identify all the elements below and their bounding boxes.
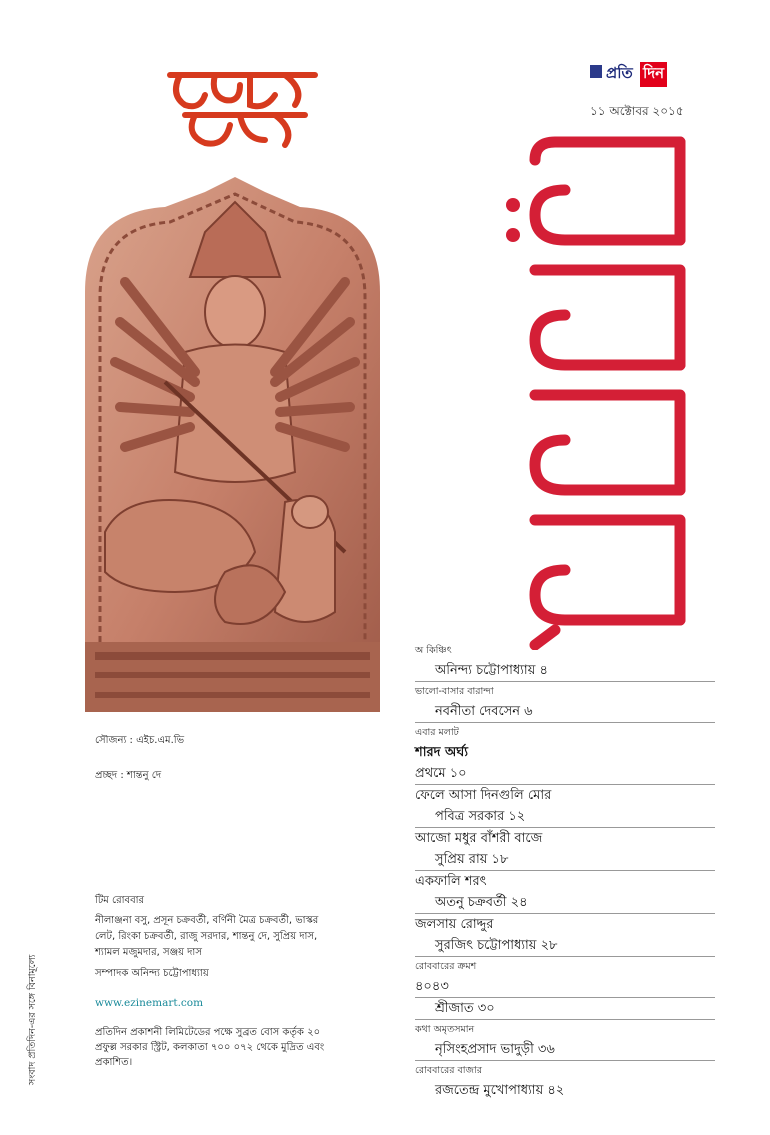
toc-entry-author: সুরজিৎ চট্টোপাধ্যায় ২৮ xyxy=(435,938,558,953)
durga-sculpture-image xyxy=(65,172,400,714)
cover-artist-credit: প্রচ্ছদ : শান্তনু দে xyxy=(95,770,162,781)
side-note: সংবাদ প্রতিদিন-এর সঙ্গে বিনামূল্যে xyxy=(27,954,38,1085)
editor-line: সম্পাদক অনিন্দ্য চট্টোপাধ্যায় xyxy=(95,968,209,979)
masthead-letterforms xyxy=(495,130,735,650)
toc-section-label: কথা অমৃতসমান xyxy=(415,1024,475,1035)
toc-entry-author: পবিত্র সরকার ১২ xyxy=(435,809,526,824)
brand-name-part1: প্রতি xyxy=(606,64,633,82)
issue-logo xyxy=(155,65,330,150)
toc-section-label: রোববারের বাজার xyxy=(415,1065,482,1076)
issue-logo-calligraphy xyxy=(155,65,330,150)
toc-entry-title[interactable]: একফালি শরৎ xyxy=(415,874,487,889)
brand-mark-icon xyxy=(590,65,602,78)
toc-entry-author: সুপ্রিয় রায় ১৮ xyxy=(435,852,509,867)
toc-section-label: ভালো-বাসার বারান্দা xyxy=(415,686,494,697)
team-heading: টিম রোববার xyxy=(95,895,145,906)
toc-entry[interactable]: অনিন্দ্য চট্টোপাধ্যায় ৪ xyxy=(435,663,548,678)
publisher-info: প্রতিদিন প্রকাশনী লিমিটেডের পক্ষে সুব্রত বোস কর্তৃক ২০ প্রফুল্ল সরকার স্ট্রিট, কলকাতা ৭০০ ০৭২ থেকে মুদ্রিত এবং প্রকাশিত। xyxy=(95,1027,325,1068)
brand-name-part2: দিন xyxy=(640,62,667,87)
website-link[interactable]: www.ezinemart.com xyxy=(95,997,204,1009)
image-credit: সৌজন্য : এইচ.এম.ভি xyxy=(95,735,185,746)
toc-entry[interactable]: প্রথমে ১০ xyxy=(415,766,467,781)
masthead xyxy=(495,130,735,650)
toc-entry[interactable]: নবনীতা দেবসেন ৬ xyxy=(435,704,533,719)
toc-entry-author: শ্রীজাত ৩০ xyxy=(435,1001,495,1016)
issue-date: ১১ অক্টোবর ২০১৫ xyxy=(590,104,684,118)
toc-entry-title[interactable]: ৪০৪৩ xyxy=(415,979,449,994)
toc-section-label: এবার মলাট xyxy=(415,727,459,738)
toc-section-label: অ কিঞ্চিৎ xyxy=(415,645,452,656)
toc-entry-title[interactable]: আজো মধুর বাঁশরী বাজে xyxy=(415,831,543,846)
brand-logo xyxy=(590,62,678,82)
toc-entry[interactable]: রজতেন্দ্র মুখোপাধ্যায় ৪২ xyxy=(435,1083,565,1098)
toc-feature-title[interactable]: শারদ অর্ঘ্য xyxy=(415,745,469,760)
toc-entry-title[interactable]: ফেলে আসা দিনগুলি মোর xyxy=(415,788,552,803)
toc-entry[interactable]: নৃসিংহপ্রসাদ ভাদুড়ী ৩৬ xyxy=(435,1042,555,1057)
table-of-contents xyxy=(415,641,715,1101)
toc-section-label: রোববারের ক্রমশ xyxy=(415,961,477,972)
toc-entry-author: অতনু চক্রবর্তী ২৪ xyxy=(435,895,528,910)
cover-image xyxy=(65,172,400,714)
toc-entry-title[interactable]: জলসায় রোদ্দুর xyxy=(415,917,494,932)
team-members: নীলাঞ্জনা বসু, প্রসূন চক্রবর্তী, বর্ণিনী মৈত্র চক্রবর্তী, ভাস্কর লেট, রিংকা চক্রবর্তী, রাজু সরদার, শান্তনু দে, সুপ্রিয় দাস, শ্যামল মজুমদার, সঞ্জয় দাস xyxy=(95,915,319,958)
